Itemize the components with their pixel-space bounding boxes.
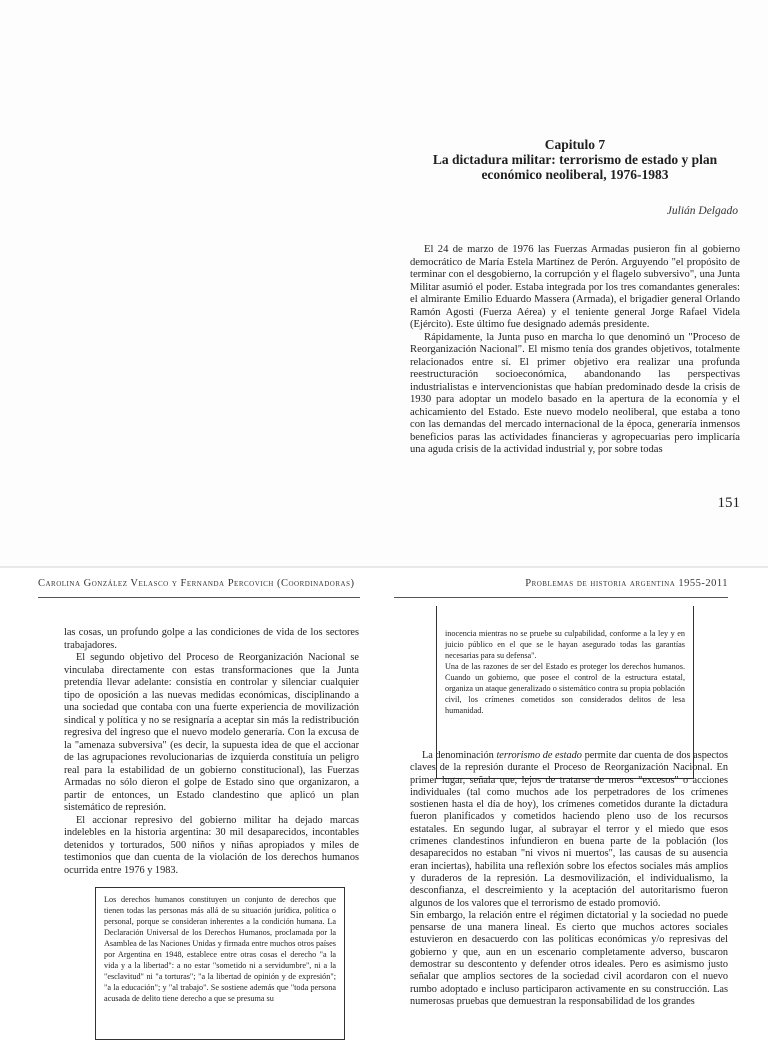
- header-rule-left: [38, 597, 360, 598]
- paragraph: las cosas, un profundo golpe a las condiciones de vida de los sectores trabajadores.: [64, 627, 359, 651]
- left-column: [64, 627, 359, 877]
- paragraph: Rápidamente, la Junta puso en marcha lo que denominó un "Proceso de Reorganización Nacional". El mismo tenía dos grandes objetivos, totalmente relacionados entre sí. El primer objetivo era realizar una profunda reestructuración socioeconómica, abandonando las perspectivas industrialistas e intervencionistas que habían predominado desde la crisis de 1930 para adoptar un modelo basado en la apertura de la economía y el achicamiento del Estado. Este nuevo modelo neoliberal, que estaba a tono con las demandas del mercado internacional de la época, generaría inmensos beneficios paras las actividades financieras y agropecuarias pero implicaría una aguda crisis de la actividad industrial y, por sobre todas: [410, 331, 740, 455]
- text-run: La denominación: [422, 750, 497, 761]
- info-box-left: [95, 887, 345, 1040]
- paragraph: El 24 de marzo de 1976 las Fuerzas Armadas pusieron fin al gobierno democrático de María Estela Martínez de Perón. Arguyendo "el propósito de terminar con el desgobierno, la corrupción y el flagelo subversivo", una Junta Militar asumió el poder. Estaba integrada por los tres comandantes generales: el almirante Emilio Eduardo Massera (Armada), el brigadier general Orlando Ramón Agosti (Fuerza Aérea) y el teniente general Jorge Rafael Videla (Ejército). Este último fue designado además presidente.: [410, 244, 740, 330]
- paragraph: El segundo objetivo del Proceso de Reorganización Nacional se vinculaba directamente con estas transformaciones que la Junta pretendía llevar adelante: consistía en controlar y silenciar cualquier tipo de oposición a las nuevas medidas económicas, disciplinando a una sociedad que contaba con una fuerte experiencia de movilización sindical y política y no se resignaría a aceptar sin más la redistribución regresiva del ingreso que el nuevo modelo generaría. Con la excusa de la "amenaza subversiva" (es decir, la supuesta idea de que el accionar de las agrupaciones revolucionarias de izquierda constituía un peligro real para la estabilidad de un gobierno constitucional), las Fuerzas Armadas no sólo dieron el golpe de Estado sino que organizaron, a partir de entonces, un Estado clandestino que aplicó un plan sistemático de represión.: [64, 652, 359, 813]
- info-box-text: Los derechos humanos constituyen un conjunto de derechos que tienen todas las personas más allá de su situación jurídica, política o personal, porque se consideran inherentes a la condición humana. La Declaración Universal de los Derechos Humanos, proclamada por la Asamblea de las Naciones Unidas y firmada entre muchos otros países por Argentina en 1948, establece entre otras cosas el derecho "a la vida y a la libertad": a no estar "sometido ni a servidumbre", ni a la "esclavitud" ni "a torturas"; "a la libertad de opinión y de expresión"; "a la educación"; y "al trabajo". Se sostiene además que "toda persona acusada de delito tiene derecho a que se presuma su: [104, 895, 336, 1003]
- text-run: permite dar cuenta de dos aspectos claves de la represión durante el Proceso de Reorganización Nacional. En primer lugar, señala que, lejos de tratarse de meros "excesos" o acciones individuales (tal como muchos ade los perpetradores de los crímenes sostienen hasta el día de hoy), los crímenes cometidos durante la dictadura fueron planificados y cometidos haciendo pleno uso de los recursos estatales. En segundo lugar, al subrayar el terror y el miedo que esos crímenes clandestinos infundieron en buena parte de la población (los desaparecidos no estaban "ni vivos ni muertos", las causas de su ausencia eran inciertas), habilita una reflexión sobre los efectos sociales más amplios y duraderos de la represión. La desmovilización, el individualismo, la desconfianza, el descreimiento y la aceptación del autoritarismo fueron algunos de los valores que el terrorismo de estado promovió.: [410, 750, 729, 909]
- chapter-number: Capitulo 7: [544, 137, 606, 152]
- author-name: Julián Delgado: [666, 205, 738, 217]
- italic-term: terrorismo de estado: [496, 750, 582, 761]
- chapter-title-line2: económico neoliberal, 1976-1983: [481, 167, 669, 182]
- info-box-text: Una de las razones de ser del Estado es proteger los derechos humanos. Cuando un gobierno, que posee el control de la estructura estatal, organiza un ataque generalizado o sistemático contra su propia población civil, los crímenes cometidos son considerados delitos de lesa humanidad.: [445, 662, 685, 715]
- header-rule-right: [394, 597, 728, 598]
- running-head-right: Problemas de historia argentina 1955-2011: [525, 578, 728, 589]
- paragraph: [410, 750, 728, 910]
- info-box-text: inocencia mientras no se pruebe su culpabilidad, conforme a la ley y en juicio público en el que se le hayan asegurado todas las garantías necesarias para su defensa".: [445, 629, 685, 660]
- paragraph: Sin embargo, la relación entre el régimen dictatorial y la sociedad no puede pensarse de una manera lineal. Es cierto que muchos actores sociales estuvieron en desacuerdo con las políticas económicas y/o represivas del gobierno y que, aun en un escenario completamente adverso, buscaron demostrar su descontento y defender otros ideales. Pero es asimismo justo señalar que amplios sectores de la sociedad civil acordaron con el nuevo rumbo adoptado e incluso participaron activamente en su construcción. Las numerosas pruebas que demuestran la responsabilidad de los grandes: [410, 909, 728, 1007]
- right-column: [410, 750, 728, 1008]
- top-body-text: [410, 244, 740, 457]
- chapter-heading: [410, 137, 740, 182]
- running-head-left: Carolina González Velasco y Fernanda Percovich (Coordinadoras): [38, 578, 355, 589]
- page-number: 151: [717, 495, 740, 511]
- chapter-title-line1: La dictadura militar: terrorismo de estado y plan: [432, 152, 718, 167]
- paragraph: El accionar represivo del gobierno militar ha dejado marcas indelebles en la historia argentina: 30 mil desaparecidos, incontables detenidos y torturados, 500 niños y niñas apropiados y miles de testimonios que dan cuenta de la violación de los derechos humanos ocurrida entre 1976 y 1983.: [64, 814, 359, 876]
